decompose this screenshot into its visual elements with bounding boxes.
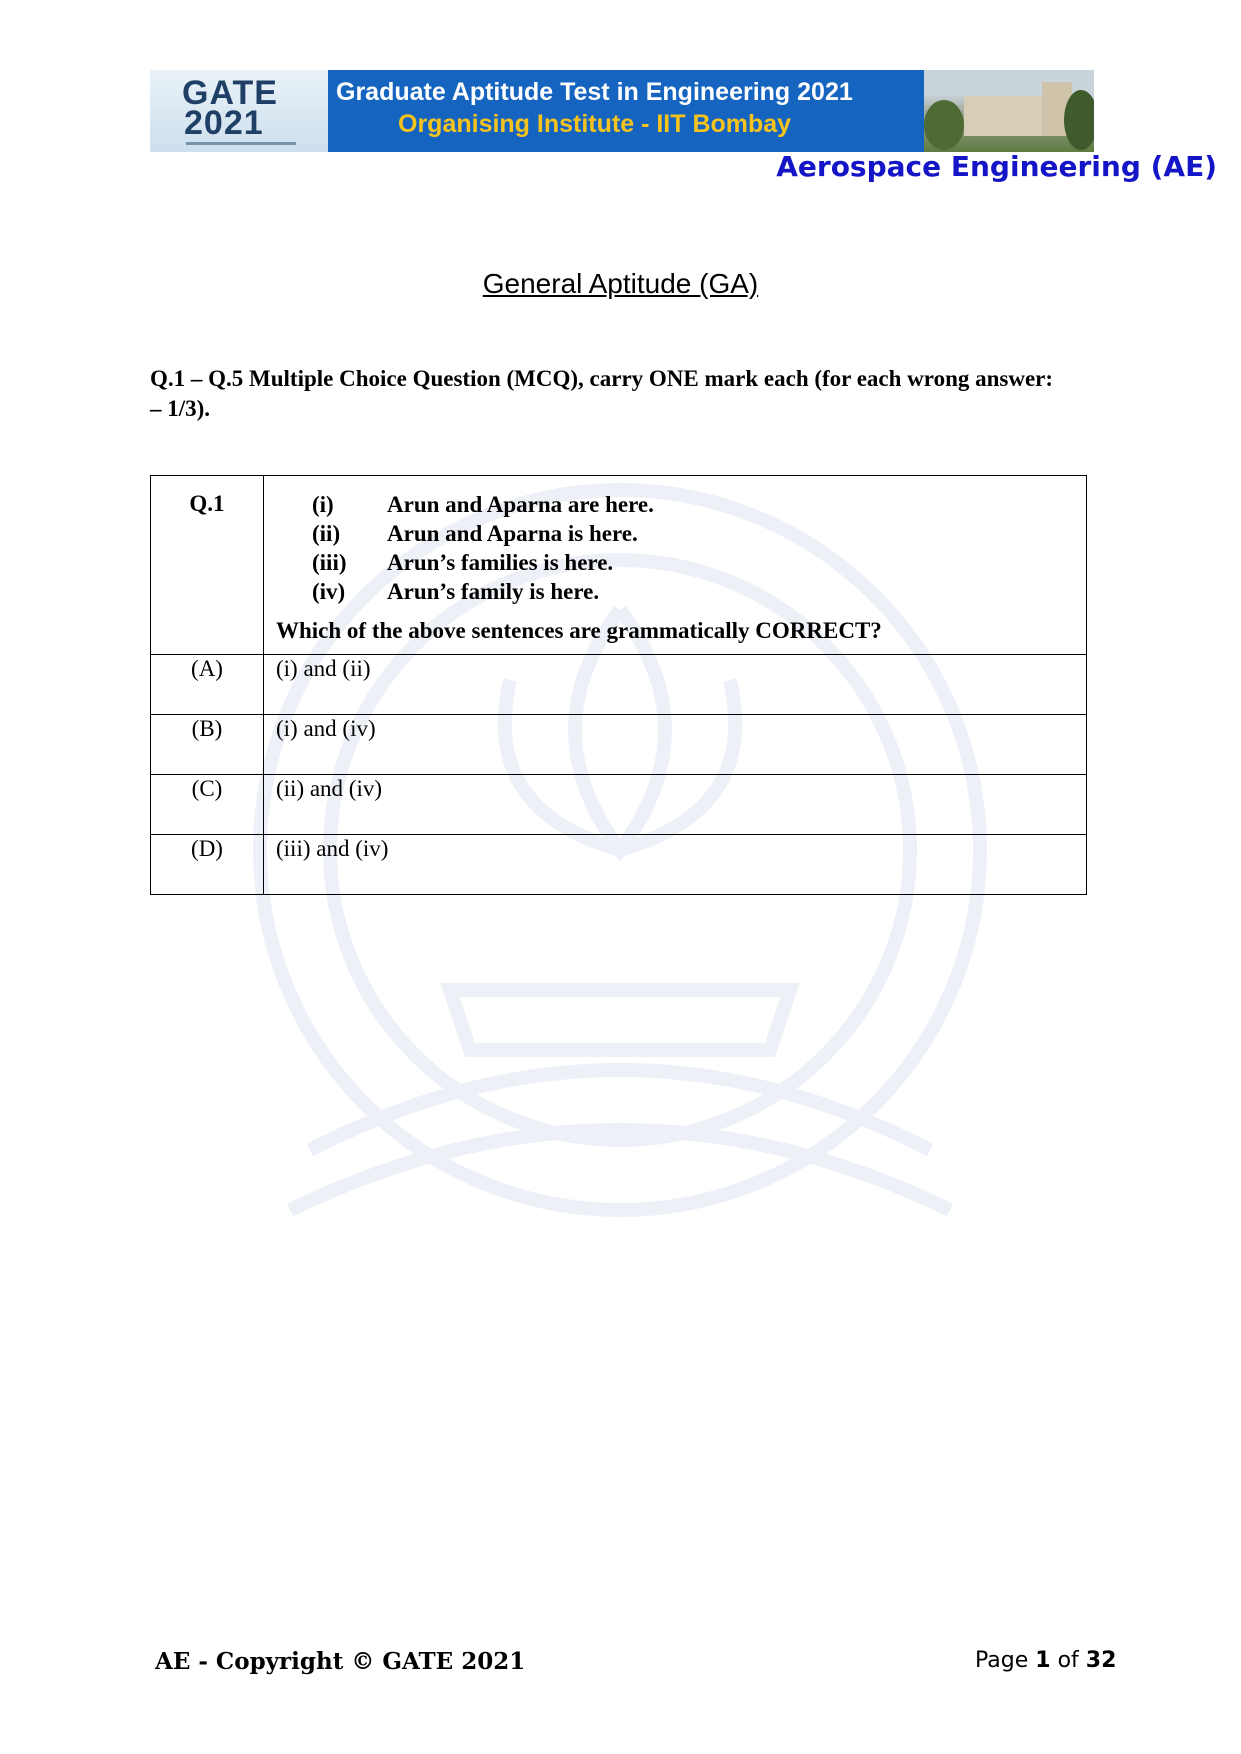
option-text: (i) and (ii) bbox=[264, 655, 1087, 715]
sentence-numeral: (iii) bbox=[312, 550, 347, 575]
sentence-item bbox=[276, 519, 1074, 548]
sentence-item bbox=[276, 490, 1074, 519]
sentence-item bbox=[276, 548, 1074, 577]
section-title: General Aptitude (GA) bbox=[482, 268, 759, 299]
page-prefix: Page bbox=[975, 1648, 1029, 1673]
option-text: (i) and (iv) bbox=[264, 715, 1087, 775]
footer-copyright: AE - Copyright © GATE 2021 bbox=[155, 1648, 526, 1675]
question-number: Q.1 bbox=[189, 491, 225, 516]
sentence-text: Arun and Aparna is here. bbox=[387, 521, 638, 546]
option-row-c bbox=[151, 775, 1087, 835]
option-row-b bbox=[151, 715, 1087, 775]
tree bbox=[924, 100, 964, 150]
banner-title: Graduate Aptitude Test in Engineering 2021 bbox=[336, 78, 853, 106]
sentence-text: Arun’s family is here. bbox=[387, 579, 600, 604]
page-number: 1 bbox=[1035, 1648, 1051, 1673]
sentence-numeral: (iv) bbox=[312, 579, 346, 604]
section-instructions: Q.1 – Q.5 Multiple Choice Question (MCQ), carry ONE mark each (for each wrong answer: – 1/3). bbox=[150, 366, 1054, 421]
sentence-numeral: (i) bbox=[312, 492, 334, 517]
page-total: 32 bbox=[1085, 1648, 1117, 1673]
option-text: (ii) and (iv) bbox=[264, 775, 1087, 835]
question-table bbox=[150, 475, 1087, 895]
question-stem bbox=[264, 476, 1087, 655]
option-label: (C) bbox=[151, 775, 264, 835]
gate-logo bbox=[150, 70, 328, 152]
option-label: (A) bbox=[151, 655, 264, 715]
question-number-cell bbox=[151, 476, 264, 655]
tree bbox=[1064, 90, 1094, 150]
sentence-numeral: (ii) bbox=[312, 521, 341, 546]
banner-title-area bbox=[328, 70, 924, 152]
option-row-d bbox=[151, 835, 1087, 895]
option-label: (D) bbox=[151, 835, 264, 895]
option-label: (B) bbox=[151, 715, 264, 775]
header-banner bbox=[150, 70, 1094, 152]
logo-year-text: 2021 bbox=[184, 104, 264, 142]
sentence-text: Arun’s families is here. bbox=[387, 550, 614, 575]
logo-gate-text: GATE bbox=[182, 74, 278, 112]
sentence-item bbox=[276, 577, 1074, 606]
subject-title: Aerospace Engineering (AE) bbox=[776, 150, 1217, 183]
question-prompt: Which of the above sentences are grammatically CORRECT? bbox=[276, 618, 882, 643]
institute-building-photo bbox=[924, 70, 1094, 152]
page-of: of bbox=[1057, 1648, 1079, 1673]
footer-page-indicator bbox=[975, 1648, 1116, 1673]
option-row-a bbox=[151, 655, 1087, 715]
question-row bbox=[151, 476, 1087, 655]
banner-organiser: Organising Institute - IIT Bombay bbox=[398, 110, 792, 138]
sentence-text: Arun and Aparna are here. bbox=[387, 492, 654, 517]
building-block bbox=[964, 96, 1044, 136]
option-text: (iii) and (iv) bbox=[264, 835, 1087, 895]
logo-tagline-bar bbox=[186, 142, 296, 145]
